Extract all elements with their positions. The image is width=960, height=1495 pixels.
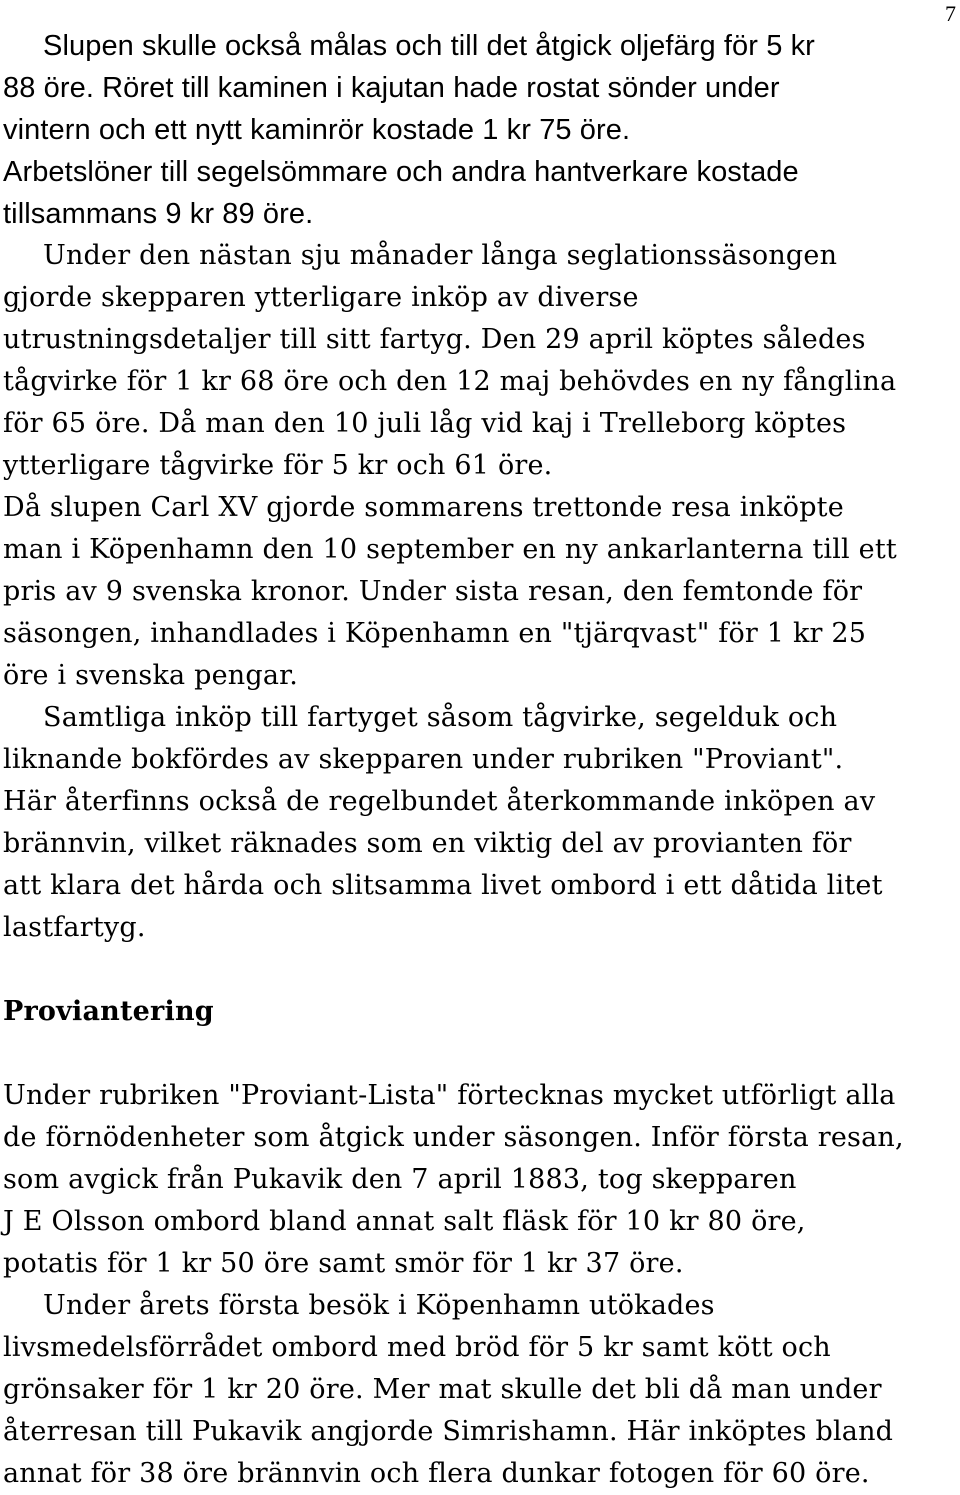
- text-line: livsmedelsförrådet ombord med bröd för 5 kr samt kött och: [3, 1332, 831, 1363]
- text-line: Under årets första besök i Köpenhamn utökades: [43, 1290, 715, 1321]
- text-line: tågvirke för 1 kr 68 öre och den 12 maj behövdes en ny fånglina: [3, 366, 897, 397]
- text-line: vintern och ett nytt kaminrör kostade 1 kr 75 öre.: [3, 114, 631, 146]
- text-line: Under den nästan sju månader långa seglationssäsongen: [43, 240, 838, 271]
- text-line: ytterligare tågvirke för 5 kr och 61 öre.: [3, 450, 553, 481]
- text-line: J E Olsson ombord bland annat salt fläsk för 10 kr 80 öre,: [3, 1206, 806, 1237]
- text-line: säsongen, inhandlades i Köpenhamn en "tjärqvast" för 1 kr 25: [3, 618, 867, 649]
- text-line: Arbetslöner till segelsömmare och andra hantverkare kostade: [3, 156, 799, 188]
- text-line: öre i svenska pengar.: [3, 660, 299, 691]
- text-line: man i Köpenhamn den 10 september en ny ankarlanterna till ett: [3, 534, 897, 565]
- document-body: [3, 25, 960, 1495]
- text-line: annat för 38 öre brännvin och flera dunkar fotogen för 60 öre.: [3, 1458, 870, 1489]
- text-line: Under rubriken "Proviant-Lista" förtecknas mycket utförligt alla: [3, 1080, 896, 1111]
- text-line: Då slupen Carl XV gjorde sommarens trettonde resa inköpte: [3, 492, 844, 523]
- text-line: grönsaker för 1 kr 20 öre. Mer mat skulle det bli då man under: [3, 1374, 882, 1405]
- text-line: potatis för 1 kr 50 öre samt smör för 1 kr 37 öre.: [3, 1248, 684, 1279]
- spacer: [3, 949, 960, 991]
- spacer: [3, 1033, 960, 1075]
- text-line: återresan till Pukavik angjorde Simrishamn. Här inköptes bland: [3, 1416, 894, 1447]
- text-line: utrustningsdetaljer till sitt fartyg. Den 29 april köptes således: [3, 324, 866, 355]
- text-line: de förnödenheter som åtgick under säsongen. Inför första resan,: [3, 1122, 904, 1153]
- text-line: Slupen skulle också målas och till det åtgick oljefärg för 5 kr: [43, 30, 815, 62]
- text-line: tillsammans 9 kr 89 öre.: [3, 198, 314, 230]
- text-line: Här återfinns också de regelbundet återkommande inköpen av: [3, 786, 876, 817]
- text-line: att klara det hårda och slitsamma livet ombord i ett dåtida litet: [3, 870, 883, 901]
- text-line: Samtliga inköp till fartyget såsom tågvirke, segelduk och: [43, 702, 838, 733]
- text-line: lastfartyg.: [3, 912, 146, 943]
- text-line: 88 öre. Röret till kaminen i kajutan hade rostat sönder under: [3, 72, 780, 104]
- text-line: brännvin, vilket räknades som en viktig del av provianten för: [3, 828, 852, 859]
- text-line: som avgick från Pukavik den 7 april 1883, tog skepparen: [3, 1164, 797, 1195]
- text-line: liknande bokfördes av skepparen under rubriken "Proviant".: [3, 744, 844, 775]
- text-line: gjorde skepparen ytterligare inköp av diverse: [3, 282, 639, 313]
- text-line: för 65 öre. Då man den 10 juli låg vid kaj i Trelleborg köptes: [3, 408, 847, 439]
- page-number: 7: [945, 1, 956, 26]
- section-heading: Proviantering: [3, 996, 214, 1027]
- text-line: pris av 9 svenska kronor. Under sista resan, den femtonde för: [3, 576, 863, 607]
